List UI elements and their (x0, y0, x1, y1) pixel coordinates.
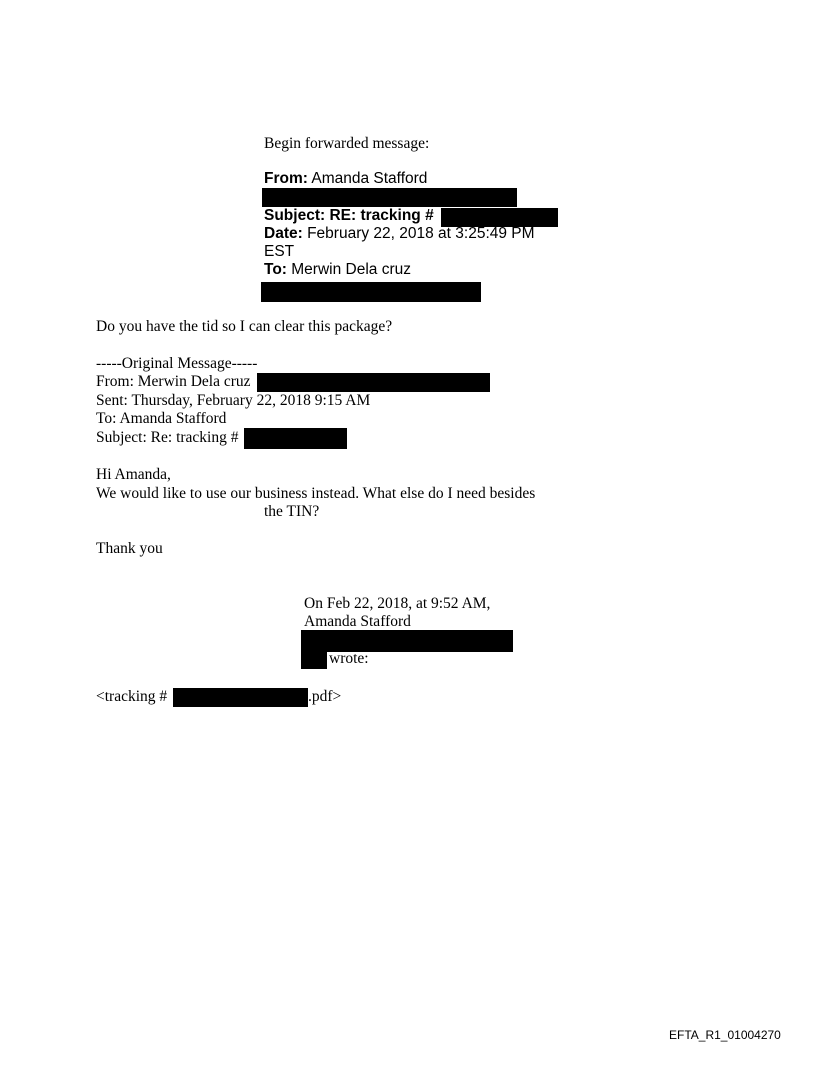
attachment-suffix: .pdf> (308, 688, 342, 705)
redaction-attachment-name (173, 688, 308, 707)
forward-from-line (264, 170, 427, 189)
attachment-prefix: <tracking # (96, 688, 168, 705)
forward-date-tz: EST (264, 243, 295, 260)
original-to: To: Amanda Stafford (96, 410, 227, 427)
subject-label: Subject: (264, 207, 326, 224)
redaction-quoted-email-tail (301, 652, 327, 669)
redaction-from-email (262, 188, 517, 207)
date-value: February 22, 2018 at 3:25:49 PM (307, 225, 535, 242)
redaction-original-subject-tracking (244, 428, 347, 449)
date-label: Date: (264, 225, 303, 242)
quoted-line-2: Amanda Stafford (304, 613, 411, 630)
body-greeting: Hi Amanda, (96, 466, 171, 483)
original-from: From: Merwin Dela cruz (96, 373, 251, 390)
redaction-original-from-email (257, 373, 490, 392)
redaction-to-email (261, 282, 481, 302)
reply-question: Do you have the tid so I can clear this package? (96, 318, 393, 335)
document-id: EFTA_R1_01004270 (669, 1028, 781, 1042)
from-value: Amanda Stafford (311, 170, 428, 187)
from-label: From: (264, 170, 308, 187)
body-line-2: the TIN? (264, 503, 320, 520)
original-subject: Subject: Re: tracking # (96, 429, 239, 446)
to-value: Merwin Dela cruz (291, 261, 411, 278)
original-separator: -----Original Message----- (96, 355, 258, 372)
redaction-quoted-email (301, 630, 513, 652)
quoted-line-1: On Feb 22, 2018, at 9:52 AM, (304, 595, 491, 612)
to-label: To: (264, 261, 287, 278)
forward-subject-line (264, 207, 434, 226)
forward-to-line (264, 261, 411, 280)
forward-intro: Begin forwarded message: (264, 135, 430, 152)
forward-date-line (264, 225, 535, 244)
body-line-1: We would like to use our business instead. What else do I need besides (96, 485, 536, 502)
quoted-wrote: wrote: (329, 650, 369, 667)
body-signoff: Thank you (96, 540, 163, 557)
original-sent: Sent: Thursday, February 22, 2018 9:15 AM (96, 392, 371, 409)
subject-value: RE: tracking # (329, 207, 434, 224)
